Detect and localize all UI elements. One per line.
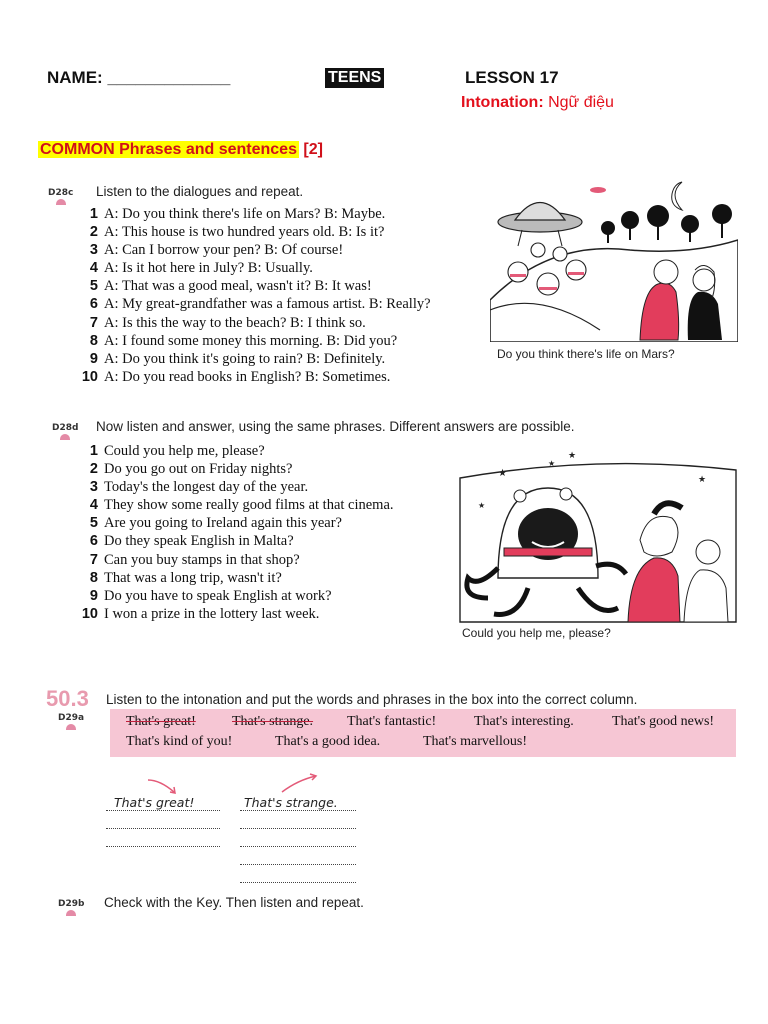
part1-list <box>80 206 431 387</box>
part1-instruction: Listen to the dialogues and repeat. <box>96 184 304 199</box>
footer-instruction: Check with the Key. Then listen and repeat. <box>104 895 364 910</box>
dialogue-line <box>80 515 394 533</box>
line-text: A: My great-grandfather was a famous artist. B: Really? <box>104 296 431 313</box>
track-code: D29a <box>58 713 85 723</box>
dialogue-line <box>80 351 431 369</box>
dialogue-line <box>80 296 431 314</box>
mars-illustration <box>490 180 738 342</box>
svg-text:★: ★ <box>568 451 577 461</box>
phrase-item: That's strange. <box>232 714 314 729</box>
line-text: A: Is this the way to the beach? B: I think so. <box>104 314 366 331</box>
phrase-item: That's marvellous! <box>423 734 527 749</box>
cd-icon <box>60 434 70 440</box>
track-code: D29b <box>58 899 85 909</box>
section-title-text: COMMON Phrases and sentences <box>40 141 297 158</box>
line-number: 4 <box>89 497 98 514</box>
svg-text:★: ★ <box>698 475 707 485</box>
svg-text:★: ★ <box>478 501 486 510</box>
section-title <box>38 141 323 159</box>
svg-text:★: ★ <box>498 468 507 479</box>
cd-icon <box>66 724 76 730</box>
phrase-item: That's kind of you! <box>126 734 233 749</box>
line-number: 2 <box>89 461 98 478</box>
dialogue-line <box>80 497 394 515</box>
line-number: 5 <box>89 278 98 295</box>
track-badge <box>58 899 84 916</box>
line-text: Do you go out on Friday nights? <box>104 461 293 478</box>
part1-caption: Do you think there's life on Mars? <box>497 347 675 361</box>
line-text: That was a long trip, wasn't it? <box>104 569 282 586</box>
exercise-instruction: Listen to the intonation and put the words and phrases in the box into the correct column. <box>106 692 638 707</box>
line-text: A: Is it hot here in July? B: Usually. <box>104 260 313 277</box>
line-text: Could you help me, please? <box>104 443 265 459</box>
line-text: Today's the longest day of the year. <box>104 479 309 496</box>
track-badge <box>52 423 78 440</box>
line-text: They show some really good films at that cinema. <box>104 497 394 514</box>
intonation-translation: Ngữ điệu <box>548 94 614 111</box>
answer-line <box>106 810 220 811</box>
answer-line[interactable] <box>240 846 356 847</box>
line-text: Do they speak English in Malta? <box>104 533 294 550</box>
line-number: 9 <box>89 587 98 604</box>
line-number: 2 <box>89 224 98 241</box>
dialogue-line <box>80 461 394 479</box>
dialogue-line <box>80 533 394 551</box>
line-number: 7 <box>89 551 98 568</box>
track-badge <box>48 188 73 205</box>
line-number: 10 <box>81 368 98 385</box>
dialogue-line <box>80 242 431 260</box>
aliens-ufo-drawing <box>490 180 738 342</box>
dialogue-line <box>80 260 431 278</box>
answer-line[interactable] <box>106 828 220 829</box>
dialogue-line <box>80 443 394 461</box>
part2-instruction: Now listen and answer, using the same phrases. Different answers are possible. <box>96 419 575 434</box>
dialogue-line <box>80 333 431 351</box>
dialogue-line <box>80 552 394 570</box>
line-number: 6 <box>89 296 98 313</box>
phrase-item: That's a good idea. <box>275 734 381 749</box>
column-heading-rising: That's strange. <box>244 795 338 810</box>
dialogue-line <box>80 570 394 588</box>
dialogue-line <box>80 606 394 624</box>
line-number: 8 <box>89 332 98 349</box>
answer-line[interactable] <box>106 846 220 847</box>
line-text: I won a prize in the lottery last week. <box>104 605 320 622</box>
line-text: Can you buy stamps in that shop? <box>104 551 300 568</box>
phrase-item: That's good news! <box>612 714 715 729</box>
svg-text:★: ★ <box>548 459 556 468</box>
phrase-item: That's great! <box>126 714 196 729</box>
line-text: Do you have to speak English at work? <box>104 587 332 604</box>
line-number: 9 <box>89 350 98 367</box>
alien-illustration <box>458 448 738 624</box>
alien-help-drawing <box>458 448 738 624</box>
line-number: 6 <box>89 533 98 550</box>
section-title-number: [2] <box>303 141 323 158</box>
line-number: 10 <box>81 605 98 622</box>
cd-icon <box>66 910 76 916</box>
answer-line <box>240 810 356 811</box>
cd-icon <box>56 199 66 205</box>
column-heading-falling: That's great! <box>114 795 195 810</box>
line-number: 8 <box>89 569 98 586</box>
line-text: Are you going to Ireland again this year? <box>104 515 342 532</box>
level-badge: TEENS <box>325 68 384 88</box>
intonation-arrows <box>140 770 340 796</box>
phrase-item: That's interesting. <box>474 714 574 729</box>
exercise-number: 50.3 <box>46 686 89 711</box>
lesson-title: LESSON 17 <box>465 68 559 87</box>
phrase-box <box>110 709 736 757</box>
intonation-label: Intonation: <box>461 94 544 111</box>
answer-line[interactable] <box>240 828 356 829</box>
line-number: 7 <box>89 314 98 331</box>
dialogue-line <box>80 315 431 333</box>
line-number: 5 <box>89 515 98 532</box>
track-code: D28c <box>48 188 74 198</box>
dialogue-line <box>80 206 431 224</box>
track-badge <box>58 713 84 730</box>
dialogue-line <box>80 479 394 497</box>
track-code: D28d <box>52 423 79 433</box>
line-number: 1 <box>89 206 98 222</box>
line-text: A: Can I borrow your pen? B: Of course! <box>104 242 344 259</box>
answer-line[interactable] <box>240 864 356 865</box>
intonation-heading <box>461 94 614 112</box>
name-field-label: NAME: _____________ <box>47 68 231 87</box>
dialogue-line <box>80 588 394 606</box>
line-number: 3 <box>89 479 98 496</box>
line-number: 1 <box>89 443 98 459</box>
line-text: A: Do you read books in English? B: Sometimes. <box>104 368 391 385</box>
line-number: 3 <box>89 242 98 259</box>
line-text: A: Do you think there's life on Mars? B: Maybe. <box>104 206 386 222</box>
phrase-item: That's fantastic! <box>347 714 437 729</box>
line-number: 4 <box>89 260 98 277</box>
part2-list <box>80 443 394 624</box>
line-text: A: This house is two hundred years old. B: Is it? <box>104 224 385 241</box>
part2-caption: Could you help me, please? <box>462 626 611 640</box>
dialogue-line <box>80 278 431 296</box>
line-text: A: Do you think it's going to rain? B: Definitely. <box>104 350 386 367</box>
line-text: A: I found some money this morning. B: Did you? <box>104 332 398 349</box>
line-text: A: That was a good meal, wasn't it? B: It was! <box>104 278 372 295</box>
dialogue-line <box>80 369 431 387</box>
answer-line[interactable] <box>240 882 356 883</box>
dialogue-line <box>80 224 431 242</box>
